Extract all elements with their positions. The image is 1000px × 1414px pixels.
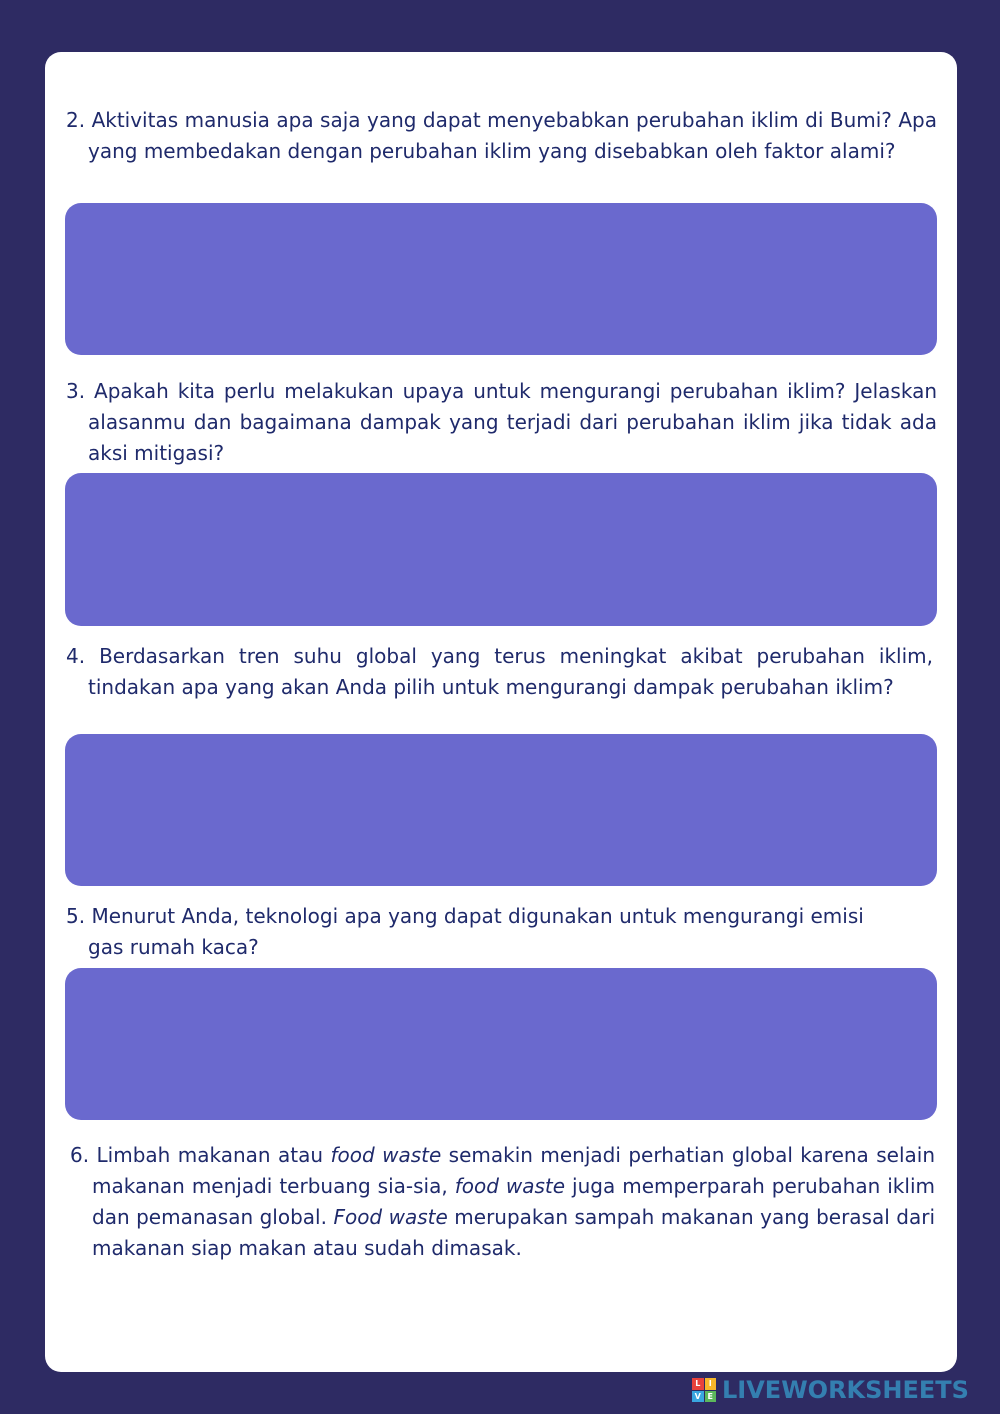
- liveworksheets-brand[interactable]: [692, 1377, 969, 1403]
- question-text-line: Apakah kita perlu melakukan upaya untuk mengurangi perubahan iklim?: [94, 379, 846, 403]
- question-text-emphasis: food waste: [454, 1174, 566, 1198]
- answer-box-4[interactable]: [65, 734, 937, 886]
- question-text-line: emisi gas rumah kaca?: [88, 904, 864, 959]
- question-text-line: tindakan apa yang akan Anda pilih untuk mengurangi dampak perubahan: [88, 675, 829, 699]
- logo-letter: V: [692, 1391, 704, 1403]
- question-text-line: iklim?: [835, 675, 894, 699]
- question-number: 5.: [66, 904, 86, 928]
- question-number: 6.: [70, 1143, 90, 1167]
- logo-letter: E: [705, 1391, 717, 1403]
- question-text-line: Menurut Anda, teknologi apa yang dapat digunakan untuk mengurangi: [91, 904, 805, 928]
- answer-box-5[interactable]: [65, 968, 937, 1120]
- logo-letter: L: [692, 1378, 704, 1390]
- logo-letter: I: [705, 1378, 717, 1390]
- liveworksheets-logo-icon: [692, 1378, 716, 1402]
- question-6: [70, 1140, 936, 1264]
- brand-text: LIVEWORKSHEETS: [722, 1376, 969, 1404]
- question-text: juga memperparah perubahan iklim dan pemanasan global.: [92, 1174, 935, 1229]
- worksheet-page: [45, 52, 957, 1372]
- question-text-emphasis: food waste: [330, 1143, 442, 1167]
- question-text-emphasis: Food waste: [333, 1205, 448, 1229]
- question-number: 3.: [66, 379, 86, 403]
- answer-box-2[interactable]: [65, 203, 937, 355]
- question-text-line: Bumi? Apa yang membedakan dengan perubahan iklim yang disebabkan: [88, 108, 938, 163]
- question-text-line: Berdasarkan tren suhu global yang terus meningkat akibat perubahan iklim,: [99, 644, 934, 668]
- question-4: [66, 641, 934, 703]
- question-5: [66, 901, 888, 963]
- question-text: merupakan sampah makanan yang berasal dari makanan siap makan atau sudah dimasak.: [92, 1205, 936, 1260]
- question-3: [66, 376, 938, 469]
- answer-box-3[interactable]: [65, 473, 937, 626]
- question-text-line: iklim jika tidak ada aksi mitigasi?: [88, 410, 938, 465]
- question-text-line: oleh faktor alami?: [715, 139, 896, 163]
- question-number: 4.: [66, 644, 86, 668]
- question-text: semakin menjadi perhatian global karena selain makanan menjadi terbuang sia-sia,: [92, 1143, 935, 1198]
- question-text: Limbah makanan atau: [96, 1143, 331, 1167]
- question-text-line: Aktivitas manusia apa saja yang dapat menyebabkan perubahan iklim di: [91, 108, 824, 132]
- question-text-line: Jelaskan alasanmu dan bagaimana dampak yang terjadi dari perubahan: [88, 379, 938, 434]
- question-number: 2.: [66, 108, 86, 132]
- question-2: [66, 105, 938, 167]
